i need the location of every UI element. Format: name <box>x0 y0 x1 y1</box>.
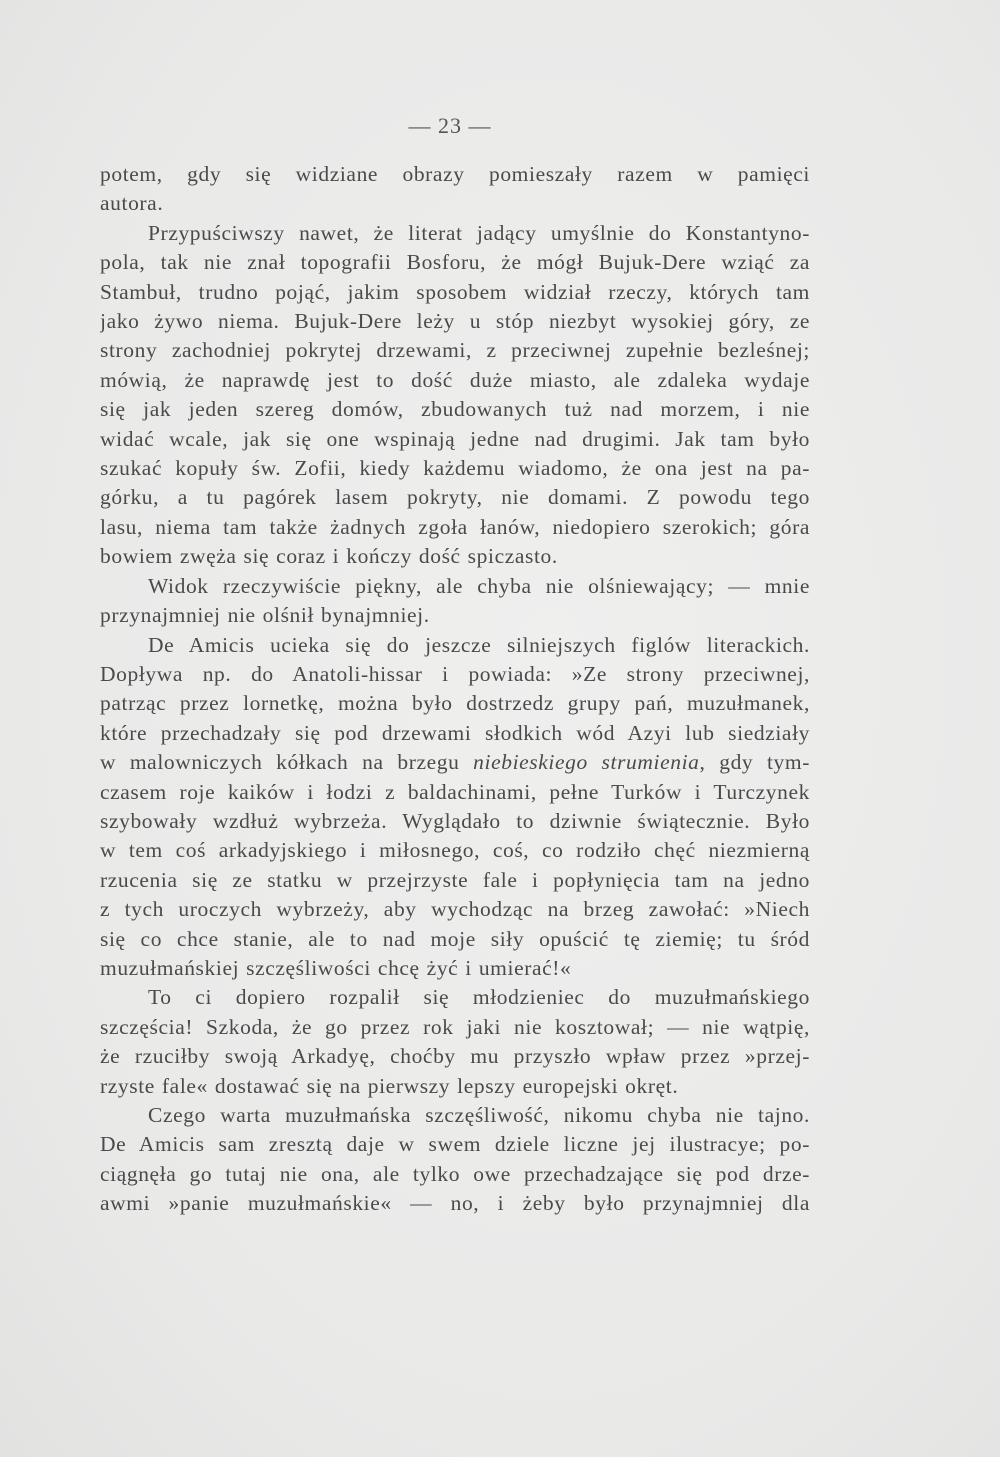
text-line: szukać kopuły św. Zofii, kiedy każdemu wiadomo, że ona jest na pa- <box>100 456 810 481</box>
body-text <box>100 160 810 1219</box>
text-line: autora. <box>100 191 164 216</box>
text-line: bowiem zwęża się coraz i kończy dość spiczasto. <box>100 544 558 569</box>
text-line: się co chce stanie, ale to nad moje siły opuścić tę ziemię; tu śród <box>100 926 810 951</box>
text-line: awmi »panie muzułmańskie« — no, i żeby było przynajmniej dla <box>100 1191 810 1216</box>
italic-text: niebieskiego strumienia <box>473 750 700 775</box>
page-number: — 23 — <box>408 113 492 138</box>
text-line: To ci dopiero rozpalił się młodzieniec do muzułmańskiego <box>148 985 810 1010</box>
text-line: rzyste fale« dostawać się na pierwszy lepszy europejski okręt. <box>100 1073 679 1098</box>
text-line: widać wcale, jak się one wspinają jedne nad drugimi. Jak tam było <box>100 426 810 451</box>
text-line: ciągnęła go tutaj nie ona, ale tylko owe przechadzające się pod drze- <box>100 1161 810 1186</box>
text-line: szybowały wzdłuż wybrzeża. Wyglądało to dziwnie świątecznie. Było <box>100 808 810 833</box>
text-line: Dopływa np. do Anatoli-hissar i powiada: »Ze strony przeciwnej, <box>100 661 810 686</box>
text-line: patrząc przez lornetkę, można było dostrzedz grupy pań, muzułmanek, <box>100 691 810 716</box>
text-line: De Amicis sam zresztą daje w swem dziele liczne jej ilustracye; po- <box>100 1132 810 1157</box>
text-line: przynajmniej nie olśnił bynajmniej. <box>100 603 430 628</box>
text-line: które przechadzały się pod drzewami słodkich wód Azyi lub siedziały <box>100 720 810 745</box>
text-line: mówią, że naprawdę jest to dość duże miasto, ale zdaleka wydaje <box>100 367 810 392</box>
text-line: Widok rzeczywiście piękny, ale chyba nie olśniewający; — mnie <box>148 573 810 598</box>
text-line: potem, gdy się widziane obrazy pomieszały razem w pamięci <box>100 162 810 186</box>
text-line: lasu, niema tam także żadnych zgoła łanów, niedopiero szerokich; góra <box>100 514 810 539</box>
text-line: rzucenia się ze statku w przejrzyste fale i popłynięcia tam na jedno <box>100 867 810 892</box>
text-line: Czego warta muzułmańska szczęśliwość, nikomu chyba nie tajno. <box>148 1103 810 1127</box>
text-line: że rzuciłby swoją Arkadyę, choćby mu przyszło wpław przez »przej- <box>100 1044 810 1069</box>
text-line: pola, tak nie znał topografii Bosforu, że mógł Bujuk-Dere wziąć za <box>100 250 810 275</box>
text-line: Stambuł, trudno pojąć, jakim sposobem widział rzeczy, których tam <box>100 279 810 304</box>
text-line: czasem roje kaików i łodzi z baldachinami, pełne Turków i Turczynek <box>100 779 810 804</box>
text-line: się jak jeden szereg domów, zbudowanych tuż nad morzem, i nie <box>100 397 810 422</box>
text-line: w tem coś arkadyjskiego i miłosnego, coś, co rodziło chęć niezmierną <box>100 838 810 863</box>
text-line: jako żywo niema. Bujuk-Dere leży u stóp niezbyt wysokiej góry, ze <box>100 309 810 334</box>
text-line: De Amicis ucieka się do jeszcze silniejszych figlów literackich. <box>148 632 810 657</box>
text-line: szczęścia! Szkoda, że go przez rok jaki nie kosztował; — nie wątpię, <box>100 1014 810 1039</box>
text-line: z tych uroczych wybrzeży, aby wychodząc na brzeg zawołać: »Niech <box>100 897 810 922</box>
text-line: Przypuściwszy nawet, że literat jadący umyślnie do Konstantyno- <box>148 220 810 245</box>
text-line: w malowniczych kółkach na brzegu niebieskiego strumienia, gdy tym- <box>100 750 810 775</box>
text-line: strony zachodniej pokrytej drzewami, z przeciwnej zupełnie bezleśnej; <box>100 338 810 363</box>
text-line: górku, a tu pagórek lasem pokryty, nie domami. Z powodu tego <box>100 485 810 510</box>
text-line: muzułmańskiej szczęśliwości chcę żyć i umierać!« <box>100 955 572 980</box>
